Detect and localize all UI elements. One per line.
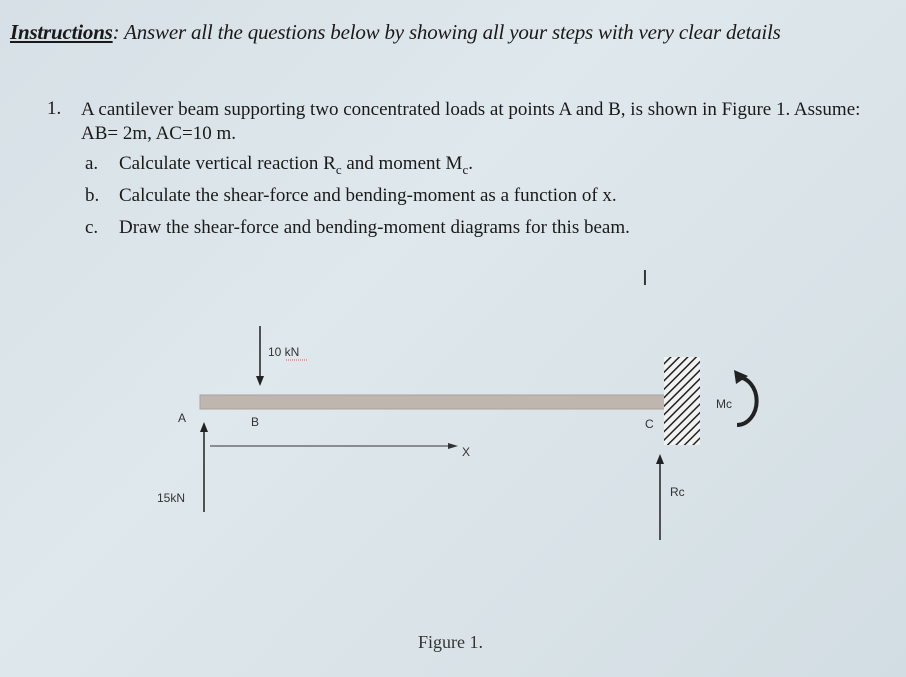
part-a-label: a. [85,153,99,174]
load-a-label: 15kN [157,491,186,505]
instructions-lead: Instructions [10,20,113,44]
question-text: A cantilever beam supporting two concentrated loads at points A and B, is shown in Figure 1. Assume: AB= 2m, AC=10 m. [81,99,861,144]
part-a-text2: and moment M [341,153,463,174]
part-b-text: Calculate the shear-force and bending-moment as a function of x. [119,185,617,206]
instructions-text: : Answer all the questions below by showing all your steps with very clear details [112,20,781,44]
part-a-text3: . [468,153,473,174]
x-axis-label: X [462,445,471,459]
part-b-label: b. [85,185,100,206]
part-c-label: c. [85,217,99,238]
part-a-sub2: c [462,161,469,177]
text-cursor-icon: I [642,266,648,290]
moment-arc [737,377,757,425]
reaction-label: Rc [670,485,685,499]
part-a-sub1: c [335,161,342,177]
part-c-text: Draw the shear-force and bending-moment diagrams for this beam. [119,217,630,238]
load-a-arrowhead [200,422,208,432]
moment-label: Mc [716,397,732,411]
load-b-label: 10 kN [268,345,300,359]
point-c-label: C [645,417,654,431]
beam [200,395,665,409]
point-b-label: B [251,415,260,429]
part-a-text1: Calculate vertical reaction R [119,153,336,174]
reaction-arrowhead [656,454,664,464]
x-axis-arrowhead [448,443,458,449]
point-a-label: A [178,411,187,425]
figure-caption: Figure 1. [418,632,483,652]
fixed-wall [664,357,700,445]
question-number: 1. [47,98,62,119]
load-b-arrowhead [256,376,264,386]
